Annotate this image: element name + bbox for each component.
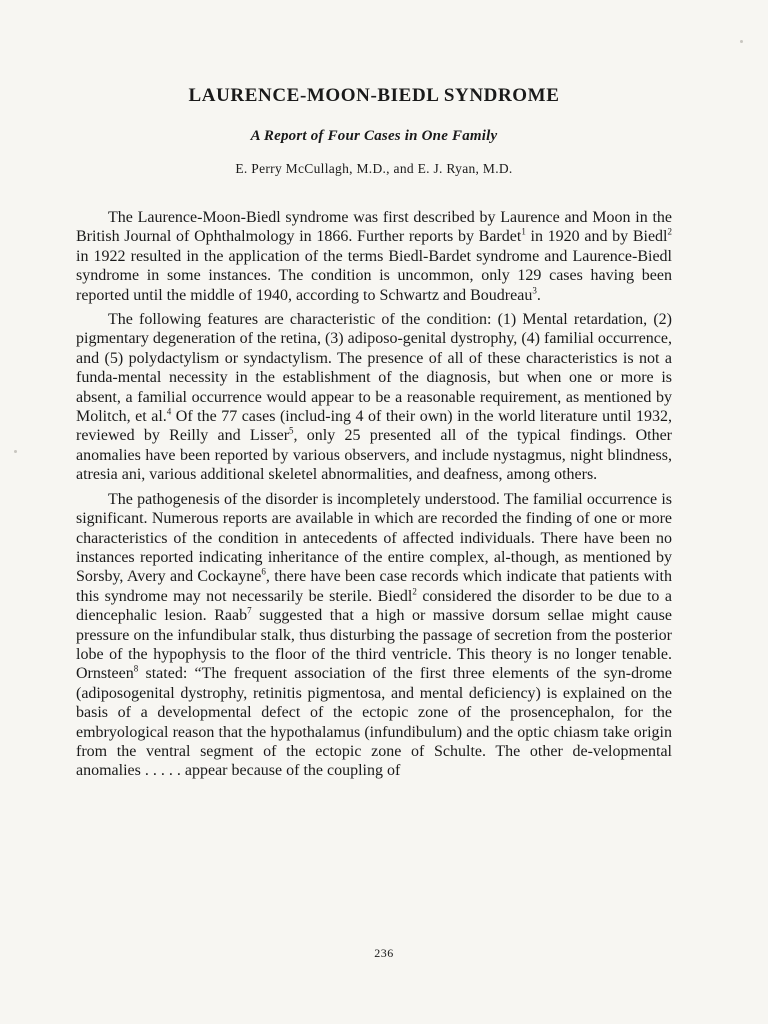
paragraph-text: , only 25 presented all of the typical findings. Other anomalies have been reported by various observers, and include nystagmus, night blindness, atresia ani, various additional skeletel abnormalities, and deafness, among others. — [76, 427, 672, 484]
page-number: 236 — [374, 946, 394, 960]
reference-superscript: 7 — [247, 605, 252, 616]
paragraph-text: The Laurence-Moon-Biedl syndrome was first described by Laurence and Moon in the British Journal of Ophthalmology in 1866. Further reports by Bardet — [76, 209, 672, 246]
reference-superscript: 3 — [532, 285, 537, 296]
paragraph-text: Of the 77 cases (includ-ing 4 of their own) in the world literature until 1932, reviewed by Reilly and Lisser — [76, 408, 672, 445]
body-paragraph — [76, 310, 672, 485]
body-paragraph — [76, 490, 672, 781]
article-body — [76, 208, 672, 781]
paragraph-text: The pathogenesis of the disorder is incompletely understood. The familial occurrence is significant. Numerous reports are available in which are recorded the finding of one or more characteristics of the condition in antecedents of affected individuals. There have been no instances reported indicating inheritance of the entire complex, al-though, as mentioned by Sorsby, Avery and Cockayne — [76, 490, 672, 586]
paragraph-text: in 1922 resulted in the application of the terms Biedl-Bardet syndrome and Laurence-Biedl syndrome in some instances. The condition is uncommon, only 129 cases having been reported until the middle of 1940, according to Schwartz and Boudreau — [76, 247, 672, 304]
paragraph-text: The following features are characteristic of the condition: (1) Mental retardation, (2) pigmentary degeneration of the retina, (3) adiposo-genital dystrophy, (4) familial occurrence, and (5) polydactylism or syndactylism. The presence of all of these characteristics is not a funda-mental necessity in the establishment of the diagnosis, but when one or more is absent, a familial occurrence would appear to be a reasonable requirement, as mentioned by Molitch, et al. — [76, 311, 672, 426]
reference-superscript: 6 — [261, 566, 266, 577]
paragraph-text: suggested that a high or massive dorsum sellae might cause pressure on the infundibular stalk, thus disturbing the passage of secretion from the posterior lobe of the hypophysis to the floor of the third ventricle. This theory is no longer tenable. Ornsteen — [76, 607, 672, 683]
paragraph-text: , there have been case records which indicate that patients with this syndrome may not necessarily be sterile. Biedl — [76, 568, 673, 605]
article-authors: E. Perry McCullagh, M.D., and E. J. Ryan, M.D. — [235, 161, 513, 176]
article-subtitle: A Report of Four Cases in One Family — [250, 128, 498, 144]
reference-superscript: 8 — [133, 664, 139, 675]
scan-speck — [740, 40, 743, 43]
paragraph-text: in 1920 and by Biedl — [525, 228, 668, 246]
reference-superscript: 1 — [521, 227, 526, 238]
paragraph-text: considered the disorder to be due to a diencephalic lesion. Raab — [76, 587, 672, 625]
reference-superscript: 2 — [667, 227, 672, 238]
paragraph-text: . — [536, 286, 541, 304]
reference-superscript: 2 — [412, 586, 417, 597]
reference-superscript: 4 — [166, 406, 172, 417]
article-page — [76, 84, 672, 786]
reference-superscript: 5 — [289, 426, 294, 437]
scan-speck — [14, 450, 17, 453]
article-title: LAURENCE-MOON-BIEDL SYNDROME — [188, 85, 560, 106]
body-paragraph — [76, 208, 672, 305]
paragraph-text: stated: “The frequent association of the first three elements of the syn-drome (adiposogenital dystrophy, retinitis pigmentosa, and mental deficiency) is explained on the basis of a developmental defect of the ectopic zone of the prosencephalon, for the embryological reason that the hypothalamus (infundibulum) and the optic chiasm take origin from the ventral segment of the ectopic zone of Schulte. The other de-velopmental anomalies . . . . . appear because of the coupling of — [76, 665, 672, 780]
